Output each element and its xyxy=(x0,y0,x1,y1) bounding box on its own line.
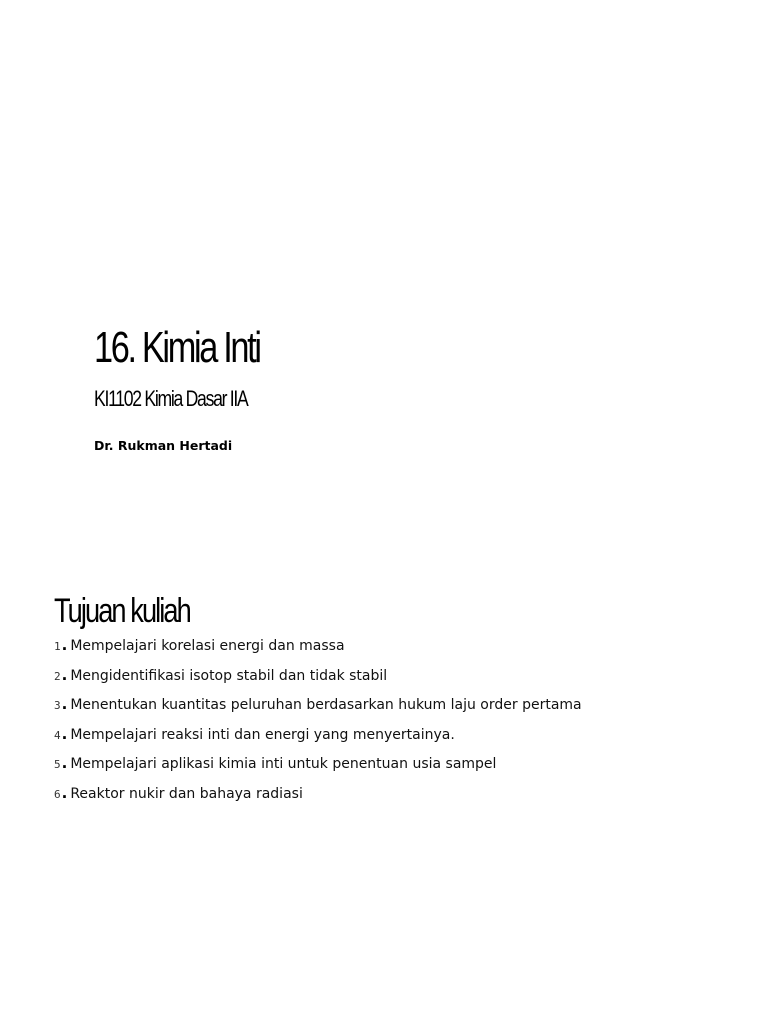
document-title: 16. Kimia Inti xyxy=(94,323,260,372)
list-item-number: 2 xyxy=(54,669,61,683)
list-item xyxy=(54,725,582,755)
list-item-text: Mengidentifikasi isotop stabil dan tidak stabil xyxy=(70,667,388,684)
course-subtitle: KI1102 Kimia Dasar IIA xyxy=(94,386,248,411)
list-item-number: 3 xyxy=(54,699,61,713)
author-name: Dr. Rukman Hertadi xyxy=(94,438,233,453)
list-item-number: 5 xyxy=(54,758,61,772)
list-item xyxy=(54,784,582,814)
list-item-dot: . xyxy=(61,783,68,802)
list-item xyxy=(54,636,582,666)
objectives-list xyxy=(54,636,582,814)
list-item-text: Reaktor nukir dan bahaya radiasi xyxy=(70,785,303,802)
list-item xyxy=(54,666,582,696)
list-item-dot: . xyxy=(61,754,68,773)
list-item-number: 4 xyxy=(54,728,61,742)
list-item-text: Mempelajari aplikasi kimia inti untuk penentuan usia sampel xyxy=(70,756,497,773)
list-item-text: Mempelajari reaksi inti dan energi yang menyertainya. xyxy=(70,726,455,743)
title-slide xyxy=(94,322,306,454)
list-item xyxy=(54,695,582,725)
list-item-dot: . xyxy=(61,636,68,654)
list-item-text: Mempelajari korelasi energi dan massa xyxy=(70,638,345,654)
list-item-dot: . xyxy=(61,695,68,714)
objectives-heading: Tujuan kuliah xyxy=(54,592,190,630)
objectives-section xyxy=(54,590,582,814)
list-item-number: 6 xyxy=(54,787,61,801)
list-item-number: 1 xyxy=(54,640,61,653)
list-item xyxy=(54,754,582,784)
list-item-dot: . xyxy=(61,665,68,684)
list-item-dot: . xyxy=(61,724,68,743)
list-item-text: Menentukan kuantitas peluruhan berdasarkan hukum laju order pertama xyxy=(70,697,582,714)
